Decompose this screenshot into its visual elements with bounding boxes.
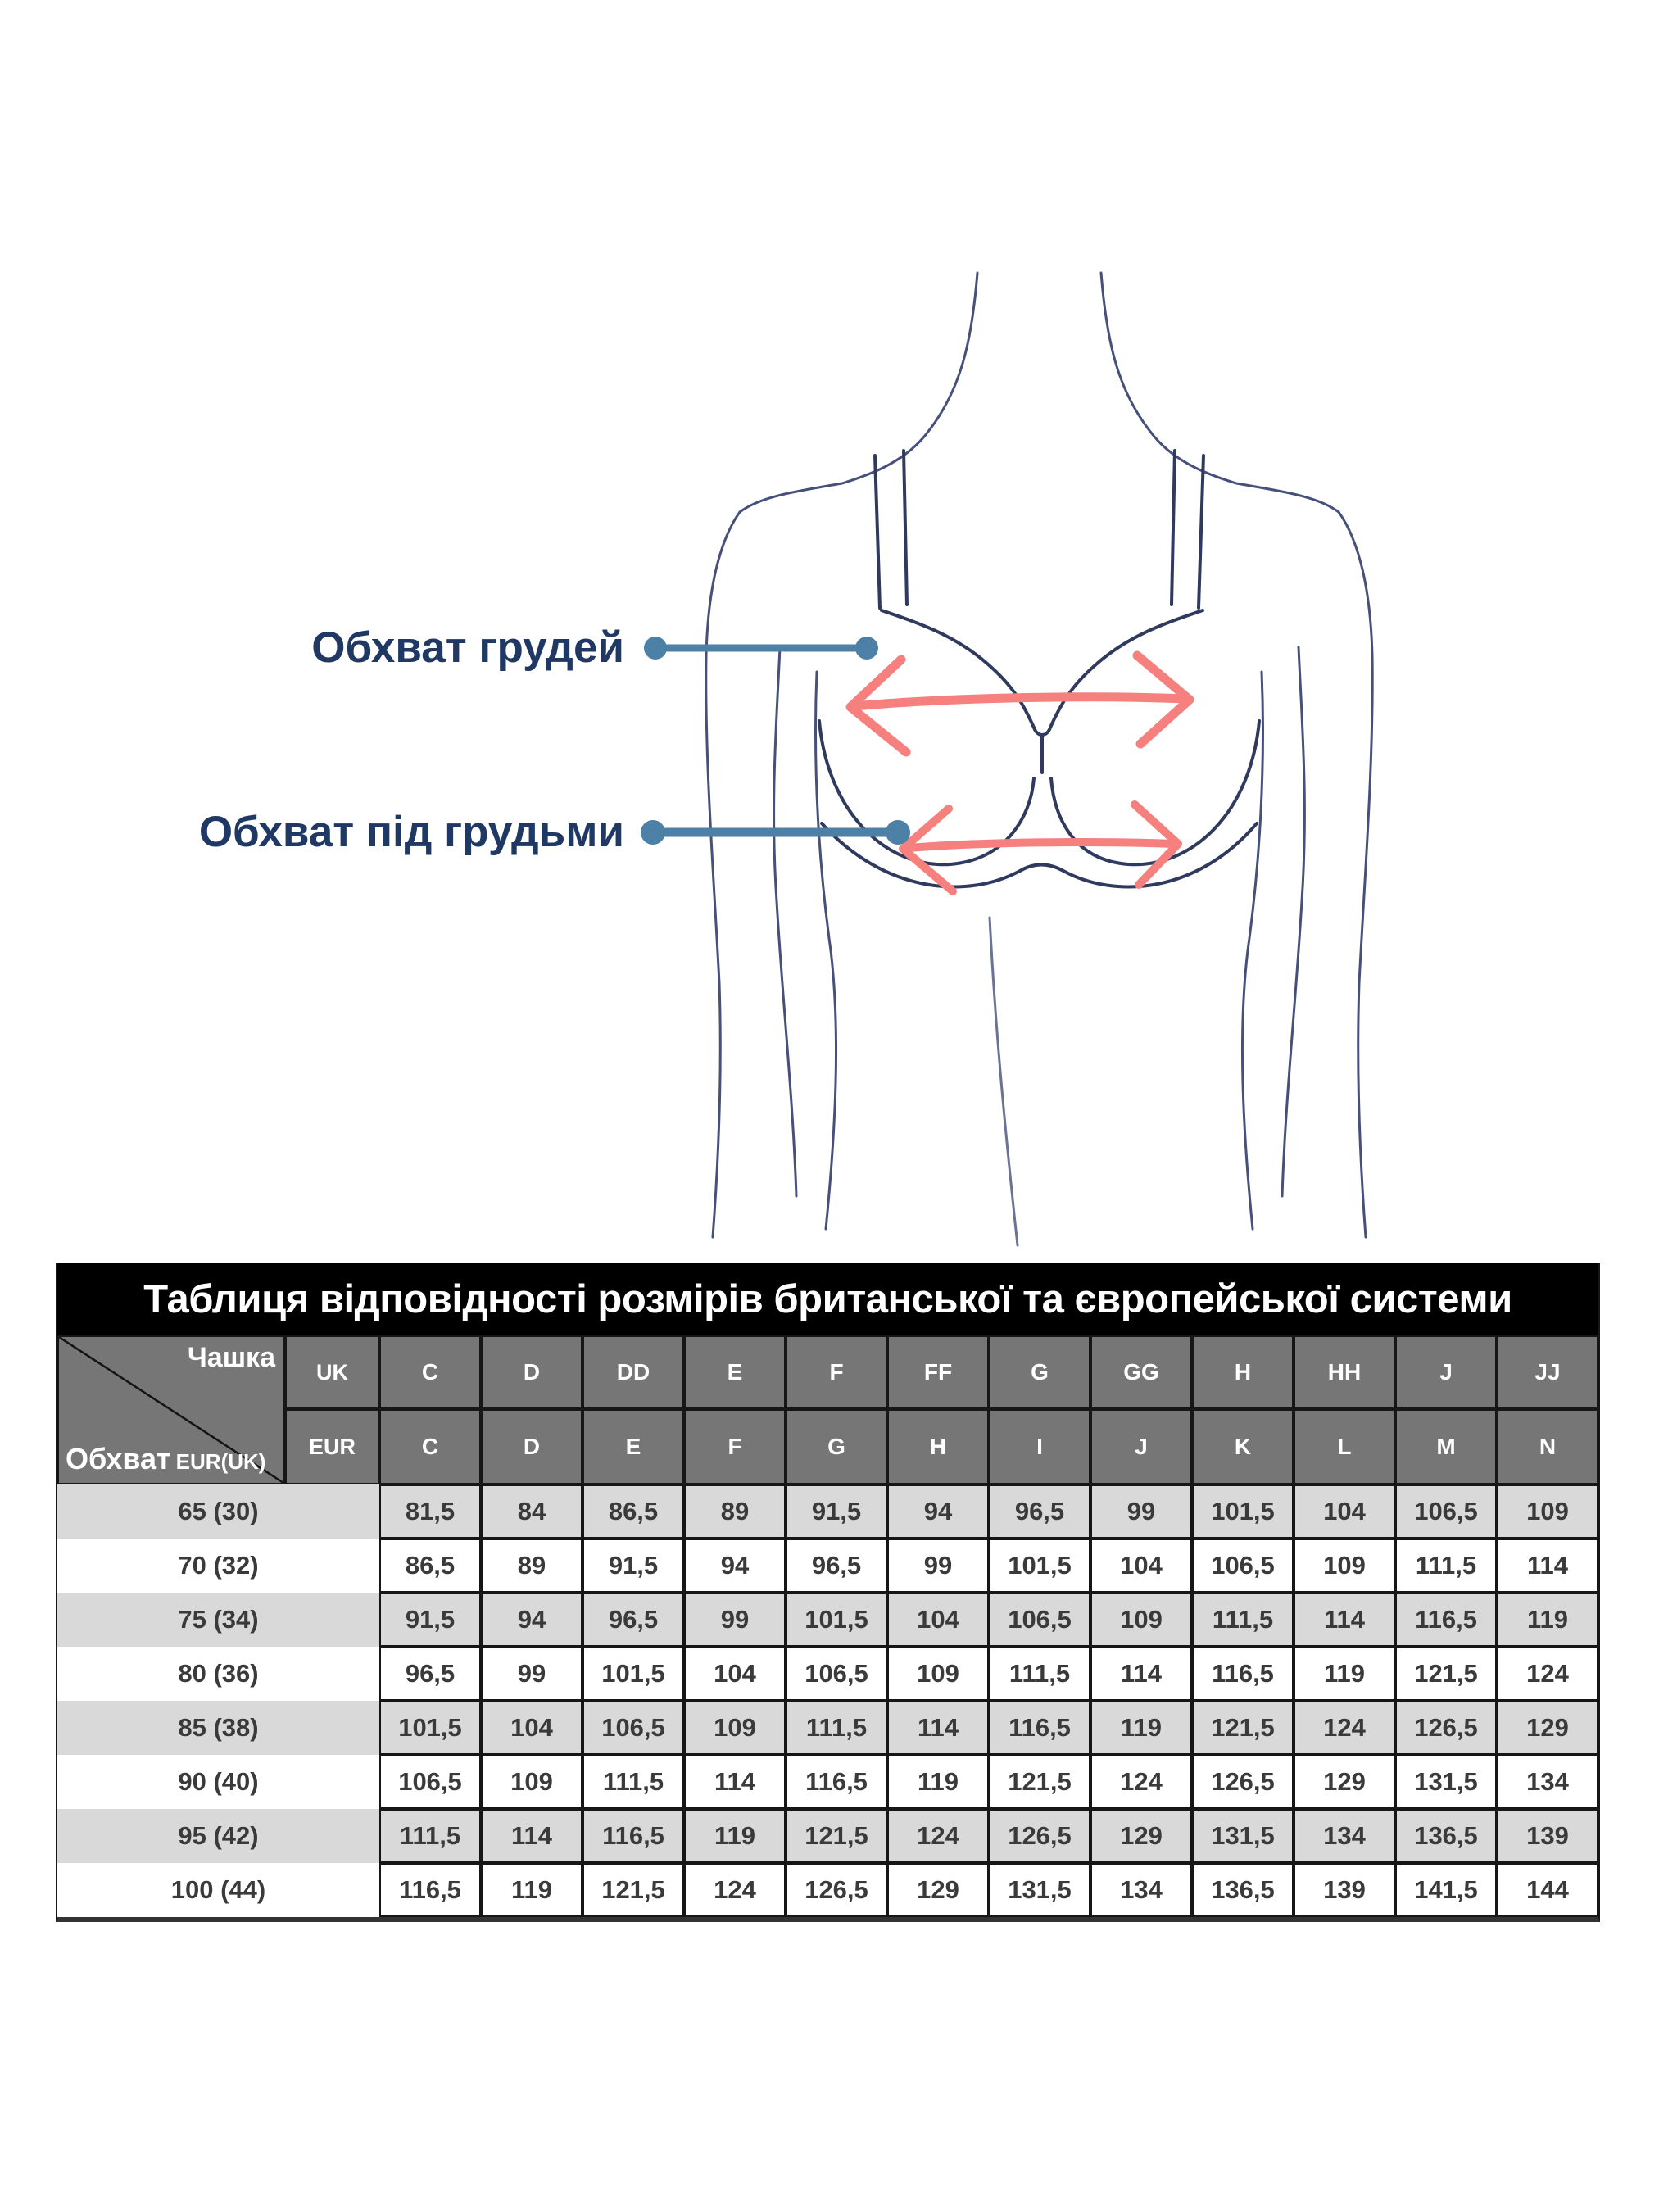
- size-value-cell: 106,5: [1395, 1484, 1497, 1539]
- size-value-cell: 134: [1090, 1863, 1192, 1917]
- size-value-cell: 94: [481, 1593, 582, 1647]
- bust-callout-line: [644, 637, 878, 660]
- underbust-measure-arrow: [903, 805, 1178, 891]
- size-value-cell: 131,5: [989, 1863, 1090, 1917]
- table-title: Таблиця відповідності розмірів британської та європейської системи: [57, 1263, 1598, 1335]
- size-value-cell: 129: [1294, 1755, 1395, 1809]
- cup-header-eur-cell: C: [379, 1409, 481, 1484]
- size-value-cell: 116,5: [989, 1701, 1090, 1755]
- size-value-cell: 104: [481, 1701, 582, 1755]
- size-value-cell: 124: [1497, 1647, 1598, 1701]
- size-value-cell: 119: [684, 1809, 786, 1863]
- size-value-cell: 86,5: [582, 1484, 684, 1539]
- size-value-cell: 126,5: [989, 1809, 1090, 1863]
- size-value-cell: 109: [887, 1647, 989, 1701]
- row-label-cell: 90 (40): [57, 1755, 379, 1809]
- cup-header-eur-cell: D: [481, 1409, 582, 1484]
- size-value-cell: 104: [1294, 1484, 1395, 1539]
- size-value-cell: 104: [684, 1647, 786, 1701]
- size-value-cell: 89: [684, 1484, 786, 1539]
- size-value-cell: 134: [1497, 1755, 1598, 1809]
- size-value-cell: 101,5: [379, 1701, 481, 1755]
- cup-header-eur-cell: F: [684, 1409, 786, 1484]
- size-value-cell: 111,5: [786, 1701, 887, 1755]
- cup-header-eur-cell: J: [1090, 1409, 1192, 1484]
- torso-outline: [706, 273, 1372, 1245]
- corner-girth-units: EUR(UK): [175, 1449, 266, 1474]
- size-value-cell: 121,5: [786, 1809, 887, 1863]
- size-value-cell: 114: [481, 1809, 582, 1863]
- size-value-cell: 84: [481, 1484, 582, 1539]
- size-value-cell: 111,5: [1192, 1593, 1294, 1647]
- size-value-cell: 134: [1294, 1809, 1395, 1863]
- size-value-cell: 121,5: [1395, 1647, 1497, 1701]
- size-value-cell: 104: [887, 1593, 989, 1647]
- size-value-cell: 121,5: [1192, 1701, 1294, 1755]
- table-grid: [57, 1335, 1598, 1917]
- size-value-cell: 119: [887, 1755, 989, 1809]
- size-value-cell: 124: [1294, 1701, 1395, 1755]
- row-label-cell: 85 (38): [57, 1701, 379, 1755]
- size-value-cell: 119: [1497, 1593, 1598, 1647]
- size-value-cell: 116,5: [582, 1809, 684, 1863]
- size-value-cell: 126,5: [1192, 1755, 1294, 1809]
- size-value-cell: 106,5: [989, 1593, 1090, 1647]
- size-value-cell: 99: [684, 1593, 786, 1647]
- size-value-cell: 124: [887, 1809, 989, 1863]
- size-value-cell: 124: [684, 1863, 786, 1917]
- row-label-cell: 65 (30): [57, 1484, 379, 1539]
- size-value-cell: 126,5: [786, 1863, 887, 1917]
- size-value-cell: 136,5: [1192, 1863, 1294, 1917]
- size-value-cell: 104: [1090, 1539, 1192, 1593]
- size-value-cell: 111,5: [379, 1809, 481, 1863]
- size-value-cell: 119: [1090, 1701, 1192, 1755]
- cup-header-uk-cell: DD: [582, 1335, 684, 1409]
- size-value-cell: 109: [1294, 1539, 1395, 1593]
- cup-header-uk-cell: JJ: [1497, 1335, 1598, 1409]
- size-value-cell: 124: [1090, 1755, 1192, 1809]
- cup-header-eur-cell: H: [887, 1409, 989, 1484]
- cup-header-uk-cell: J: [1395, 1335, 1497, 1409]
- cup-header-uk-cell: C: [379, 1335, 481, 1409]
- cup-header-eur-cell: M: [1395, 1409, 1497, 1484]
- cup-header-uk-cell: FF: [887, 1335, 989, 1409]
- size-value-cell: 89: [481, 1539, 582, 1593]
- size-value-cell: 96,5: [582, 1593, 684, 1647]
- size-value-cell: 99: [887, 1539, 989, 1593]
- cup-header-eur-cell: K: [1192, 1409, 1294, 1484]
- cup-header-eur-cell: E: [582, 1409, 684, 1484]
- row-label-cell: 80 (36): [57, 1647, 379, 1701]
- size-value-cell: 144: [1497, 1863, 1598, 1917]
- size-value-cell: 116,5: [1192, 1647, 1294, 1701]
- cup-header-eur-cell: I: [989, 1409, 1090, 1484]
- corner-cell: [57, 1335, 285, 1484]
- cup-header-eur-cell: L: [1294, 1409, 1395, 1484]
- size-value-cell: 126,5: [1395, 1701, 1497, 1755]
- size-value-cell: 114: [1497, 1539, 1598, 1593]
- size-value-cell: 96,5: [379, 1647, 481, 1701]
- size-value-cell: 114: [887, 1701, 989, 1755]
- corner-girth-text: Обхват: [66, 1442, 171, 1475]
- row-label-cell: 100 (44): [57, 1863, 379, 1917]
- size-value-cell: 119: [1294, 1647, 1395, 1701]
- size-value-cell: 106,5: [1192, 1539, 1294, 1593]
- size-value-cell: 114: [1090, 1647, 1192, 1701]
- size-value-cell: 116,5: [379, 1863, 481, 1917]
- row-label-cell: 70 (32): [57, 1539, 379, 1593]
- size-value-cell: 131,5: [1395, 1755, 1497, 1809]
- size-conversion-table: [56, 1263, 1600, 1922]
- size-value-cell: 94: [684, 1539, 786, 1593]
- size-value-cell: 91,5: [582, 1539, 684, 1593]
- size-value-cell: 99: [1090, 1484, 1192, 1539]
- corner-girth-label: [66, 1442, 265, 1476]
- uk-system-label: UK: [285, 1335, 379, 1409]
- size-value-cell: 101,5: [1192, 1484, 1294, 1539]
- size-value-cell: 136,5: [1395, 1809, 1497, 1863]
- cup-header-uk-cell: E: [684, 1335, 786, 1409]
- size-value-cell: 106,5: [786, 1647, 887, 1701]
- underbust-girth-label: Обхват під грудьми: [198, 808, 624, 856]
- size-value-cell: 139: [1294, 1863, 1395, 1917]
- size-value-cell: 94: [887, 1484, 989, 1539]
- size-value-cell: 119: [481, 1863, 582, 1917]
- size-value-cell: 121,5: [989, 1755, 1090, 1809]
- size-value-cell: 106,5: [582, 1701, 684, 1755]
- row-label-cell: 75 (34): [57, 1593, 379, 1647]
- size-value-cell: 101,5: [786, 1593, 887, 1647]
- size-value-cell: 91,5: [786, 1484, 887, 1539]
- size-value-cell: 116,5: [786, 1755, 887, 1809]
- size-value-cell: 109: [1090, 1593, 1192, 1647]
- cup-header-uk-cell: GG: [1090, 1335, 1192, 1409]
- cup-header-eur-cell: N: [1497, 1409, 1598, 1484]
- size-value-cell: 96,5: [989, 1484, 1090, 1539]
- size-value-cell: 99: [481, 1647, 582, 1701]
- size-value-cell: 114: [684, 1755, 786, 1809]
- size-value-cell: 106,5: [379, 1755, 481, 1809]
- size-value-cell: 131,5: [1192, 1809, 1294, 1863]
- size-value-cell: 101,5: [582, 1647, 684, 1701]
- size-value-cell: 116,5: [1395, 1593, 1497, 1647]
- corner-cup-label: Чашка: [187, 1342, 275, 1373]
- cup-header-uk-cell: HH: [1294, 1335, 1395, 1409]
- size-value-cell: 109: [481, 1755, 582, 1809]
- cup-header-uk-cell: H: [1192, 1335, 1294, 1409]
- size-value-cell: 141,5: [1395, 1863, 1497, 1917]
- size-value-cell: 111,5: [582, 1755, 684, 1809]
- size-value-cell: 109: [1497, 1484, 1598, 1539]
- underbust-callout-line: [641, 820, 910, 845]
- size-value-cell: 121,5: [582, 1863, 684, 1917]
- size-value-cell: 91,5: [379, 1593, 481, 1647]
- size-value-cell: 129: [887, 1863, 989, 1917]
- cup-header-eur-cell: G: [786, 1409, 887, 1484]
- cup-header-uk-cell: G: [989, 1335, 1090, 1409]
- size-value-cell: 96,5: [786, 1539, 887, 1593]
- size-value-cell: 114: [1294, 1593, 1395, 1647]
- size-value-cell: 111,5: [1395, 1539, 1497, 1593]
- size-value-cell: 101,5: [989, 1539, 1090, 1593]
- size-value-cell: 139: [1497, 1809, 1598, 1863]
- eur-system-label: EUR: [285, 1409, 379, 1484]
- cup-header-uk-cell: D: [481, 1335, 582, 1409]
- row-label-cell: 95 (42): [57, 1809, 379, 1863]
- size-value-cell: 81,5: [379, 1484, 481, 1539]
- bust-girth-label: Обхват грудей: [311, 623, 624, 672]
- size-value-cell: 86,5: [379, 1539, 481, 1593]
- size-value-cell: 109: [684, 1701, 786, 1755]
- size-value-cell: 129: [1497, 1701, 1598, 1755]
- size-value-cell: 129: [1090, 1809, 1192, 1863]
- cup-header-uk-cell: F: [786, 1335, 887, 1409]
- size-value-cell: 111,5: [989, 1647, 1090, 1701]
